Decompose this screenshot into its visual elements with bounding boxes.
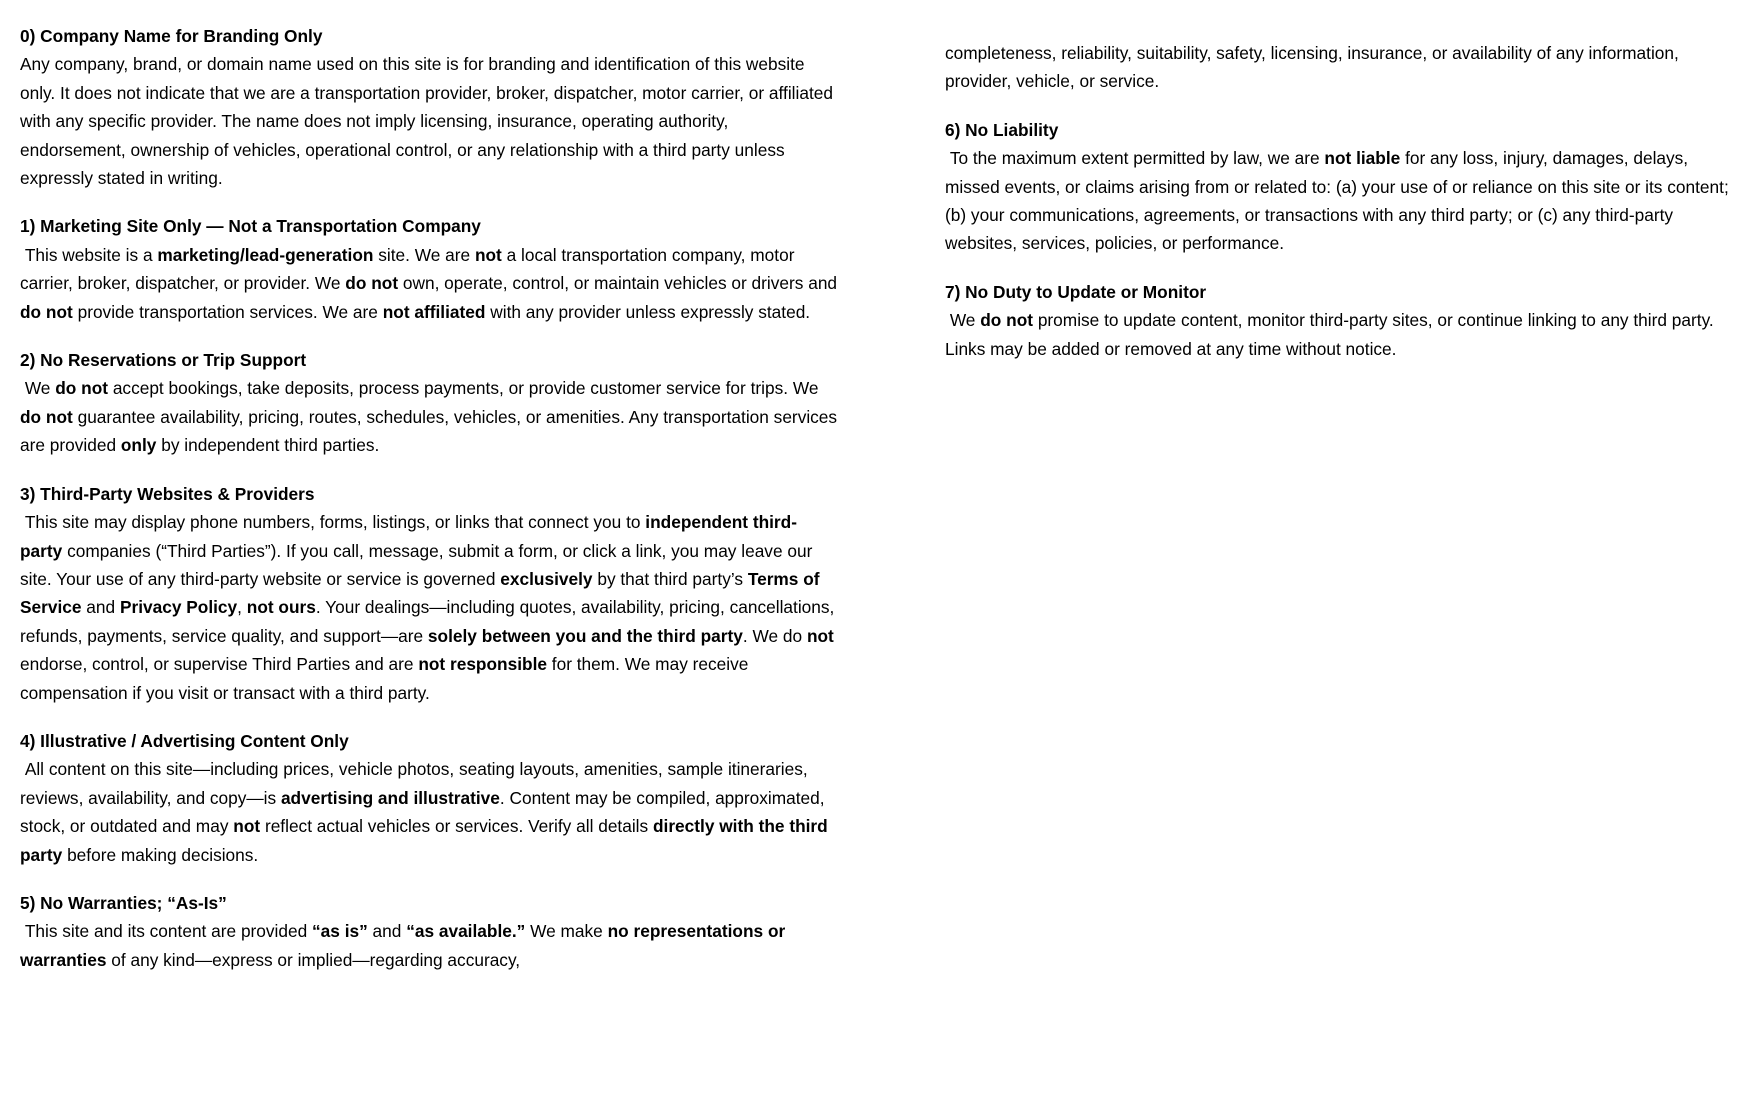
section-block	[20, 480, 838, 707]
text-run: This site may display phone numbers, forms, listings, or links that connect you to	[20, 512, 646, 533]
text-run: This website is a	[20, 244, 158, 265]
text-run: . Content may be compiled, approximated, stock, or outdated and may	[20, 787, 830, 837]
text-run: We make	[525, 921, 608, 942]
bold-text-run: not	[806, 625, 834, 646]
bold-text-run: Terms of Service	[20, 568, 825, 618]
section-heading: 2) No Reservations or Trip Support	[20, 350, 307, 371]
text-run: Any company, brand, or domain name used on this site is for branding and identification of this website only. It does not indicate that we are a transportation provider, broker, dispatcher, motor carrier, or affiliated with any specific provider. The name does not imply licensing, insurance, operating authority, endorsement, ownership of vehicles, operational control, or any relationship with a third party unless expressly stated in writing.	[20, 54, 838, 189]
bold-text-run: directly with the third party	[20, 816, 833, 865]
text-run: by independent third parties.	[156, 435, 380, 456]
section-block	[20, 212, 842, 326]
section-heading: 6) No Liability	[945, 119, 1059, 140]
text-run: of any kind—express or implied—regarding accuracy,	[106, 949, 521, 970]
text-run: and	[81, 597, 120, 618]
bold-text-run: do not	[980, 310, 1034, 331]
section-body	[20, 50, 838, 192]
bold-text-run: “as available.”	[406, 921, 526, 942]
section-body	[945, 144, 1745, 258]
text-run: All content on this site—including prices, vehicle photos, seating layouts, amenities, sample itineraries, reviews, availability, and copy—is	[20, 759, 813, 808]
text-run: provide transportation services. We are	[72, 301, 383, 322]
section-block	[945, 39, 1745, 96]
text-run: To the maximum extent permitted by law, we are	[945, 148, 1325, 169]
bold-text-run: not affiliated	[382, 301, 486, 322]
section-block	[20, 22, 838, 192]
section-heading: 5) No Warranties; “As-Is”	[20, 892, 227, 913]
bold-text-run: not responsible	[418, 654, 547, 675]
text-run: for any loss, injury, damages, delays, missed events, or claims arising from or related to: (a) your use of or reliance on this site or its content; (b) your communications, agreements, or transactions with any third party; or (c) any third-party websites, services, policies, or performance.	[945, 148, 1734, 254]
section-heading: 4) Illustrative / Advertising Content Only	[20, 730, 349, 751]
bold-text-run: not	[474, 244, 502, 265]
bold-text-run: Privacy Policy	[119, 597, 238, 618]
text-run: guarantee availability, pricing, routes, schedules, vehicles, or amenities. Any transportation services are provided	[20, 406, 842, 456]
bold-text-run: do not	[55, 378, 109, 399]
section-heading: 7) No Duty to Update or Monitor	[945, 281, 1207, 302]
text-run: site. We are	[373, 244, 475, 265]
section-body	[20, 755, 838, 869]
text-run: This site and its content are provided	[20, 921, 313, 942]
text-run: endorse, control, or supervise Third Parties and are	[20, 625, 839, 675]
section-heading: 1) Marketing Site Only — Not a Transportation Company	[20, 216, 481, 237]
section-body	[20, 917, 838, 974]
bold-text-run: exclusively	[500, 568, 593, 589]
text-run: by that third party’s	[592, 568, 748, 589]
section-block	[945, 278, 1745, 363]
bold-text-run: not	[233, 816, 261, 837]
text-run: We	[20, 378, 56, 399]
text-run: own, operate, control, or maintain vehicles or drivers and	[398, 273, 842, 294]
text-run: We	[945, 310, 981, 331]
bold-text-run: marketing/lead-generation	[157, 244, 374, 265]
section-block	[20, 727, 838, 869]
bold-text-run: do not	[20, 406, 73, 427]
bold-text-run: not ours	[246, 597, 316, 618]
text-run: before making decisions.	[62, 844, 259, 865]
bold-text-run: no representations or warranties	[20, 921, 791, 970]
section-body	[20, 374, 842, 459]
bold-text-run: independent third-party	[20, 512, 797, 561]
text-run: reflect actual vehicles or services. Verify all details	[260, 816, 653, 837]
section-block	[20, 889, 838, 974]
section-heading: 3) Third-Party Websites & Providers	[20, 483, 315, 504]
text-run: . We do	[742, 625, 807, 646]
text-run: companies (“Third Parties”). If you call, message, submit a form, or click a link, you may leave our site. Your use of any third-party website or service is governed	[20, 540, 818, 589]
text-run: for them. We may receive compensation if you visit or transact with a third party.	[20, 654, 754, 703]
section-body	[20, 508, 838, 707]
bold-text-run: not liable	[1324, 148, 1401, 169]
right-column	[945, 39, 1745, 383]
text-run: with any provider unless expressly stated.	[485, 301, 811, 322]
bold-text-run: advertising and illustrative	[280, 787, 500, 808]
text-run: completeness, reliability, suitability, safety, licensing, insurance, or availability of any information, provider, vehicle, or service.	[945, 43, 1684, 92]
text-run: a local transportation company, motor carrier, broker, dispatcher, or provider. We	[20, 244, 800, 294]
section-block	[945, 116, 1745, 258]
bold-text-run: only	[120, 435, 157, 456]
text-run: promise to update content, monitor third-party sites, or continue linking to any third party. Links may be added or removed at any time without notice.	[945, 310, 1719, 359]
text-run: accept bookings, take deposits, process payments, or provide customer service for trips. We	[108, 378, 824, 399]
section-heading: 0) Company Name for Branding Only	[20, 26, 323, 46]
text-run: ,	[237, 597, 247, 618]
text-run: and	[367, 921, 407, 942]
bold-text-run: “as is”	[312, 921, 368, 942]
bold-text-run: solely between you and the third party	[427, 625, 743, 646]
left-column	[20, 22, 842, 994]
bold-text-run: do not	[345, 273, 399, 294]
bold-text-run: do not	[20, 301, 73, 322]
section-block	[20, 346, 842, 460]
text-run: . Your dealings—including quotes, availability, pricing, cancellations, refunds, payments, service quality, and support—are	[20, 597, 840, 646]
section-body	[945, 306, 1745, 363]
section-body	[945, 39, 1745, 96]
section-body	[20, 241, 842, 326]
